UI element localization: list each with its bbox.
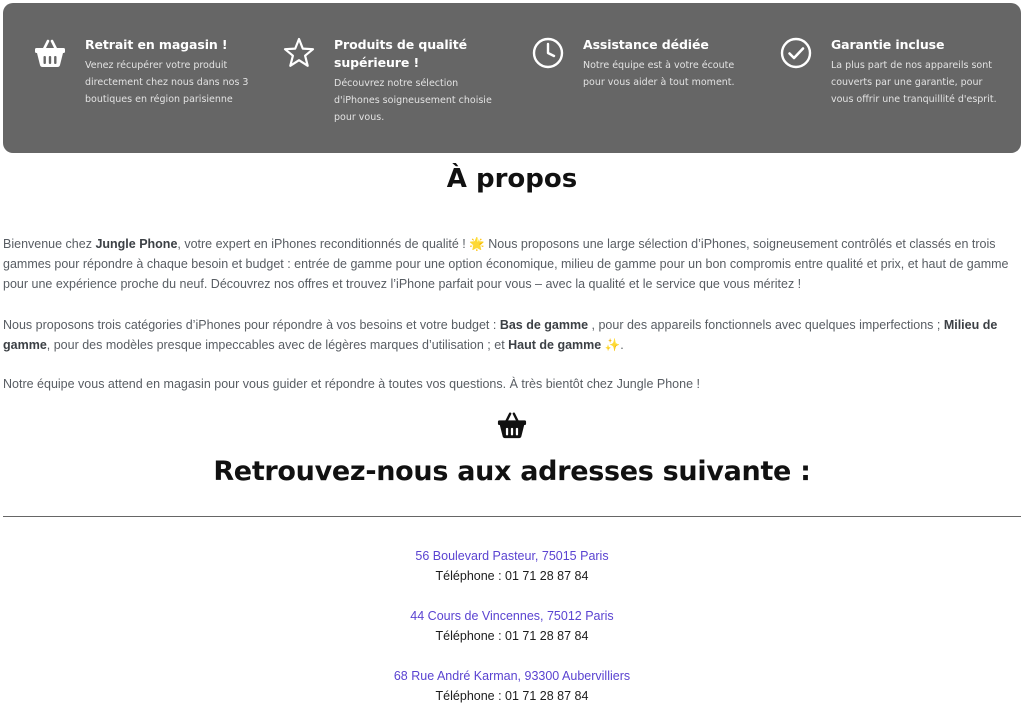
text-span: Nous proposons trois catégories d’iPhones pour répondre à vos besoins et votre budget : <box>3 318 500 332</box>
clock-icon <box>531 36 565 70</box>
feature-description: Notre équipe est à votre écoute pour vous aider à tout moment. <box>583 60 735 88</box>
star-icon <box>282 36 316 70</box>
text-span: , pour des modèles presque impeccables avec de légères marques d’utilisation ; et <box>46 338 509 352</box>
phone-number: Téléphone : 01 71 28 87 84 <box>435 629 589 643</box>
address-link[interactable]: 44 Cours de Vincennes, 75012 Paris <box>410 609 614 623</box>
features-banner <box>3 3 1021 153</box>
phone-number: Téléphone : 01 71 28 87 84 <box>435 569 589 583</box>
address-link[interactable]: 56 Boulevard Pasteur, 75015 Paris <box>415 549 609 563</box>
feature-description: La plus part de nos appareils sont couverts par une garantie, pour vous offrir une tranquillité d'esprit. <box>831 60 997 105</box>
range-low: Bas de gamme <box>499 318 589 332</box>
store-address-1 <box>0 546 1024 586</box>
feature-title: Garantie incluse <box>831 37 945 52</box>
feature-description: Découvrez notre sélection d'iPhones soigneusement choisie pour vous. <box>334 78 492 123</box>
phone-number: Téléphone : 01 71 28 87 84 <box>435 689 589 703</box>
store-address-2 <box>0 606 1024 646</box>
address-link[interactable]: 68 Rue André Karman, 93300 Aubervilliers <box>393 669 631 683</box>
feature-title: Retrait en magasin ! <box>85 37 228 52</box>
about-paragraph-1 <box>3 234 1021 294</box>
feature-title: Assistance dédiée <box>583 37 709 52</box>
divider <box>3 516 1021 517</box>
basket-icon <box>33 36 67 70</box>
feature-description: Venez récupérer votre produit directement chez nous dans nos 3 boutiques en région parisienne <box>85 60 249 105</box>
text-span: Bienvenue chez <box>3 237 96 251</box>
about-paragraph-2 <box>3 315 1021 355</box>
addresses-title: Retrouvez-nous aux adresses suivante : <box>213 456 811 487</box>
check-circle-icon <box>779 36 813 70</box>
store-address-3 <box>0 666 1024 706</box>
about-paragraph-3: Notre équipe vous attend en magasin pour vous guider et répondre à toutes vos questions. À très bientôt chez Jungle Phone ! <box>3 377 700 391</box>
text-span: , votre expert en iPhones reconditionnés de qualité ! 🌟 Nous proposons une large sélection d’iPhones, soigneusement contrôlés et classés en trois gammes pour répondre à chaque besoin et budget : entrée de gamme pour une option économique, milieu de gamme pour un bon compromis entre qualité et prix, et haut de gamme pour une expérience proche du neuf. Découvrez nos offres et trouvez l’iPhone parfait pour vous – avec la qualité et le service que vous méritez ! <box>3 237 1009 291</box>
about-title: À propos <box>446 164 578 194</box>
range-mid: Milieu de gamme <box>3 318 998 352</box>
brand-name: Jungle Phone <box>95 237 178 251</box>
basket-icon <box>496 410 528 440</box>
text-span: ✨. <box>601 338 624 352</box>
range-high: Haut de gamme <box>508 338 602 352</box>
feature-title: Produits de qualité supérieure ! <box>334 37 467 70</box>
text-span: , pour des appareils fonctionnels avec quelques imperfections ; <box>588 318 944 332</box>
